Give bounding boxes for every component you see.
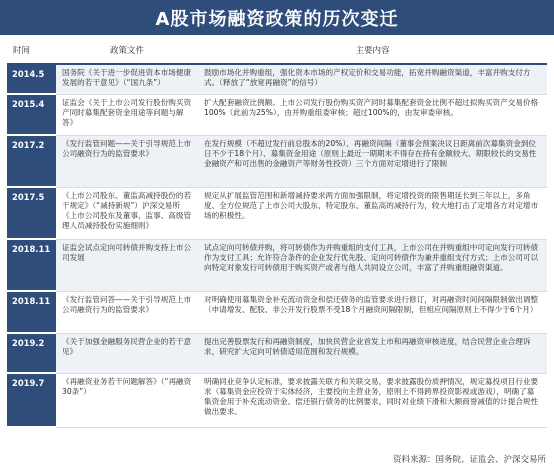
header-doc: 政策文件 (56, 37, 198, 64)
table-row (7, 373, 547, 427)
row-date: 2018.11 (7, 291, 56, 333)
row-date: 2019.2 (7, 333, 56, 373)
page-title: A股市场融资政策的历次变迁 (0, 0, 554, 35)
table-row (7, 239, 547, 291)
row-date: 2019.7 (7, 373, 56, 427)
row-doc: 国务院《关于进一步促进资本市场健康发展的若干意见》（“国九条”） (56, 64, 198, 94)
source-note: 资料来源：国务院、证监会、沪深交易所 (392, 455, 546, 465)
row-content: 试点定向可转债并购，将可转债作为并购重组的支付工具，上市公司在并购重组中可定向发行可转债作为支付工具；允许符合条件的企业发行优先股、定向可转债作为兼并重组支付方式；上市公司可以向特定对象发行可转债用于购买资产或者与他人共同设立公司，丰富了并购重组融资渠道。 (198, 239, 547, 291)
table-row (7, 187, 547, 239)
table-row (7, 291, 547, 333)
row-date: 2017.2 (7, 135, 56, 187)
row-content: 鼓励市场化并购重组，强化资本市场的产权定价和交易功能，拓宽并购融资渠道，丰富并购支付方式。（释放了“放宽再融资”的信号） (198, 64, 547, 94)
row-doc: 《发行监管问答——关于引导规范上市公司融资行为的监管要求》 (56, 291, 198, 333)
row-date: 2017.5 (7, 187, 56, 239)
row-doc: 证监会试点定向可转债并购支持上市公司发展 (56, 239, 198, 291)
table-row (7, 333, 547, 373)
row-doc: 《上市公司股东、董监高减持股份的若干规定》（“减持新规”）沪深交易所《上市公司股东及董事、监事、高级管理人员减持股份实施细则》 (56, 187, 198, 239)
table-row (7, 64, 547, 94)
row-date: 2014.5 (7, 64, 56, 94)
header-content: 主要内容 (198, 37, 547, 64)
row-doc: 《再融资业务若干问题解答》（“再融资30条”） (56, 373, 198, 427)
row-date: 2015.4 (7, 94, 56, 135)
table-header-row (7, 37, 547, 64)
row-content: 明确同业竞争认定标准，要求披露关联方和关联交易，要求披露股份质押情况，规定募投项目行业要求（募集资金应投资于实体经济，主要投向主营业务，原则上不得跨界投资影视或游戏），明确了募集资金用于补充流动资金、偿还银行债务的比例要求，同时对业绩下滑和大额商誉减值的计提合规性做出要求。 (198, 373, 547, 427)
row-content: 扩大配套融资比例额。上市公司发行股份购买资产同时募集配套资金比例不超过拟购买资产交易价格100%（此前为25%），由并购重组委审核；超过100%的，由发审委审核。 (198, 94, 547, 135)
row-date: 2018.11 (7, 239, 56, 291)
row-content: 对明确使用募集资金补充流动资金和偿还债务的监管要求进行修订，对再融资时间间隔限制做出调整（申请增发、配股、非公开发行股票不受18个月融资间隔限制，但相应间隔原则上不得少于6个月） (198, 291, 547, 333)
row-content: 提出完善股票发行和再融资制度，加快民营企业首发上市和再融资审核进度，结合民营企业合理诉求，研究扩大定向可转债适用范围和发行规模。 (198, 333, 547, 373)
row-doc: 《发行监管问题——关于引导规范上市公司融资行为的监管要求》 (56, 135, 198, 187)
table-row (7, 94, 547, 135)
table-row (7, 135, 547, 187)
row-doc: 《关于加强金融服务民营企业的若干意见》 (56, 333, 198, 373)
header-time: 时间 (7, 37, 56, 64)
policy-table (7, 37, 547, 428)
row-content: 在发行规模（不超过发行前总股本的20%）、再融资间隔（董事会预案决议日距离前次募集资金到位日不少于18个月）、募集资金用途（原则上最近一期期末不得存在持有金额较大、期限较长的交易性金融资产和可出售的金融资产等财务性投资）三个方面对定增进行了限制 (198, 135, 547, 187)
row-doc: 证监会《关于上市公司发行股份购买资产同时募集配套资金用途等问题与解答》 (56, 94, 198, 135)
row-content: 规定从扩展监管范围和新增减持要求两方面加强限制，将定增投资的限售期延长到三年以上，多角度、全方位规范了上市公司大股东、特定股东、董监高的减持行为，较大地打击了定增各方对定增市场的积极性。 (198, 187, 547, 239)
